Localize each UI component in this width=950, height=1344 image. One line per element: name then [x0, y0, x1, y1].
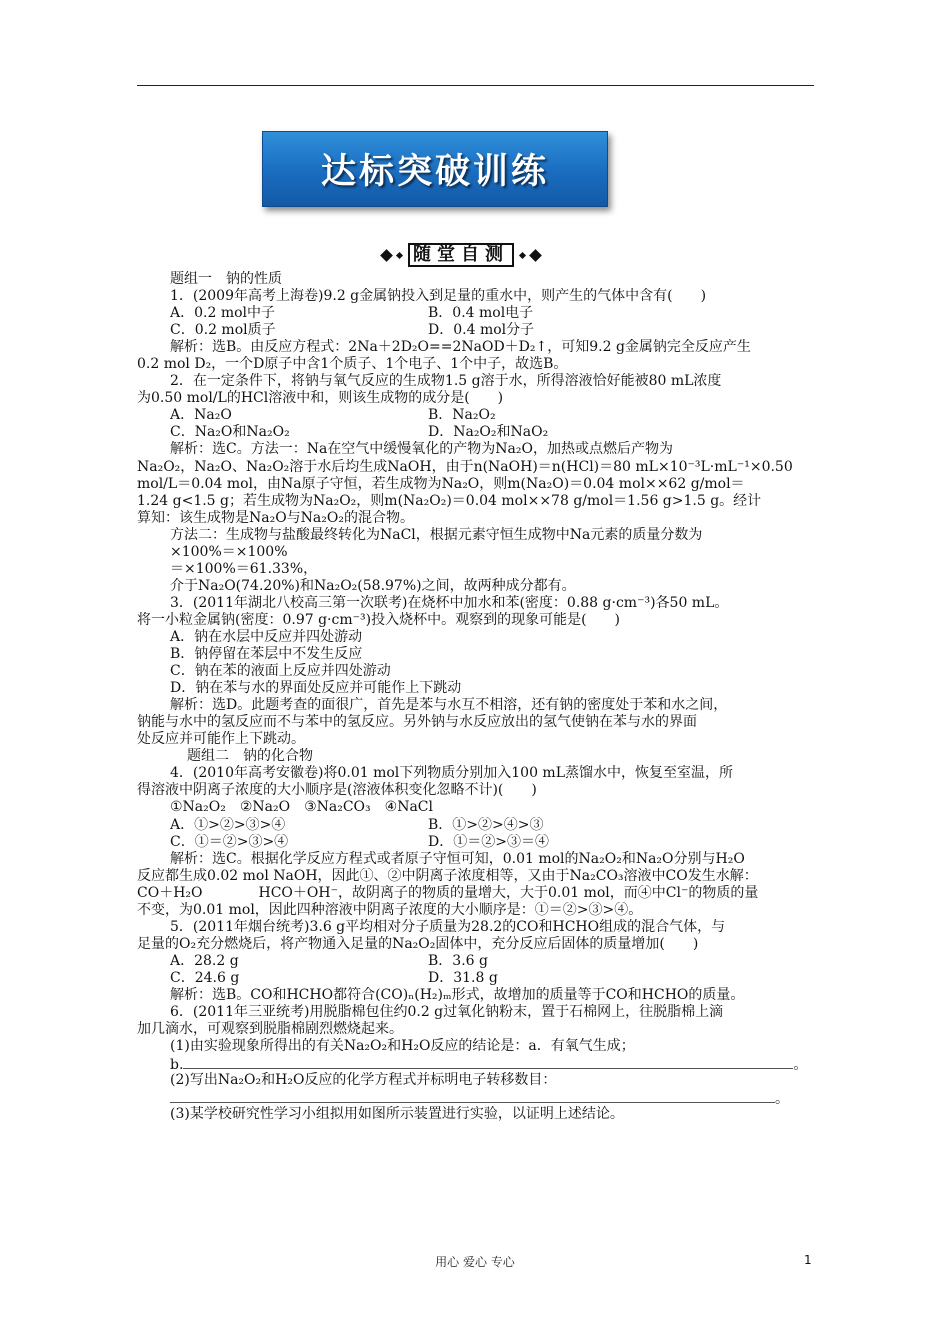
text-line: B．钠停留在苯层中不发生反应 — [170, 646, 363, 663]
text-line: 钠能与水中的氢反应而不与苯中的氢反应。另外钠与水反应放出的氢气使钠在苯与水的界面 — [137, 714, 697, 731]
text-line: 5．(2011年烟台统考)3.6 g平均相对分子质量为28.2的CO和HCHO组成的混合气体，与 — [170, 918, 726, 935]
text-line: (1)由实验现象所得出的有关Na₂O₂和H₂O反应的结论是：a．有氧气生成； — [170, 1038, 635, 1055]
blank-label: b. — [170, 1057, 184, 1073]
section-banner — [262, 131, 608, 207]
option-left: C．0.2 mol质子 — [170, 322, 276, 339]
option-right: B．3.6 g — [428, 952, 488, 969]
text-line: 解析：选C。方法一：Na在空气中缓慢氧化的产物为Na₂O，加热或点燃后产物为 — [170, 441, 673, 458]
banner-title: 达标突破训练 — [320, 152, 549, 192]
option-left: C．24.6 g — [170, 969, 240, 986]
text-line: (3)某学校研究性学习小组拟用如图所示装置进行实验，以证明上述结论。 — [170, 1106, 624, 1123]
exercise-body — [137, 271, 815, 1123]
text-line: 介于Na₂O(74.20%)和Na₂O₂(58.97%)之间，故两种成分都有。 — [170, 577, 576, 594]
option-row — [137, 970, 815, 987]
answer-blank[interactable] — [170, 1089, 775, 1103]
text-line: ×100%＝×100% — [170, 543, 288, 560]
text-line: mol/L＝0.04 mol，由Na原子守恒，若生成物为Na₂O，则m(Na₂O)＝0.04 mol××62 g/mol＝ — [137, 475, 745, 492]
text-line: 解析：选D。此题考查的面很广，首先是苯与水互不相溶，还有钠的密度处于苯和水之间， — [170, 697, 728, 714]
subtitle: 随堂自测 — [408, 243, 514, 267]
text-line: 4．(2010年高考安徽卷)将0.01 mol下列物质分别加入100 mL蒸馏水中，恢复至室温，所 — [170, 765, 734, 782]
text-line: 1.24 g<1.5 g；若生成物为Na₂O₂，则m(Na₂O₂)＝0.04 mol××78 g/mol＝1.56 g>1.5 g。经计 — [137, 492, 762, 509]
text-line: 解析：选B。CO和HCHO都符合(CO)ₙ(H₂)ₘ形式，故增加的质量等于CO和HCHO的质量。 — [170, 986, 745, 1003]
answer-blank[interactable] — [183, 1055, 793, 1069]
blank-end: 。 — [775, 1091, 789, 1107]
text-line: 题组一 钠的性质 — [170, 271, 282, 287]
text-line: 0.2 mol D₂，一个D原子中含1个质子、1个电子、1个中子，故选B。 — [137, 356, 568, 373]
text-line: CO＋H₂O HCO＋OH⁻，故阴离子的物质的量增大，大于0.01 mol，而④中Cl⁻的物质的量 — [137, 884, 759, 901]
option-left: A．28.2 g — [170, 952, 239, 969]
text-line: 得溶液中阴离子浓度的大小顺序是(溶液体积变化忽略不计)( ) — [137, 782, 537, 799]
text-line: 3．(2011年湖北八校高三第一次联考)在烧杯中加水和苯(密度：0.88 g·cm⁻³)各50 mL。 — [170, 594, 729, 611]
text-line: 1．(2009年高考上海卷)9.2 g金属钠投入到足量的重水中，则产生的气体中含有( ) — [170, 288, 707, 305]
text-line: 解析：选C。根据化学反应方程式或者原子守恒可知，0.01 mol的Na₂O₂和Na₂O分别与H₂O — [170, 850, 745, 867]
text-line: 解析：选B。由反应方程式：2Na＋2D₂O==2NaOD＋D₂↑，可知9.2 g金属钠完全反应产生 — [170, 339, 751, 356]
page-number: 1 — [804, 1253, 812, 1267]
small-diamond-icon — [396, 251, 403, 258]
text-line: 6．(2011年三亚统考)用脱脂棉包住约0.2 g过氧化钠粉末，置于石棉网上，往脱脂棉上滴 — [170, 1004, 724, 1021]
answer-blank-line — [137, 1089, 815, 1106]
text-line: 题组二 钠的化合物 — [187, 748, 313, 765]
text-line: 加几滴水，可观察到脱脂棉剧烈燃烧起来。 — [137, 1021, 403, 1038]
text-line: 反应都生成0.02 mol NaOH，因此①、②中阴离子浓度相等，又由于Na₂CO₃溶液中CO发生水解： — [137, 867, 758, 884]
option-right: D．①＝②>③＝④ — [428, 833, 549, 850]
option-right: D．0.4 mol分子 — [428, 322, 535, 339]
option-row — [137, 424, 815, 441]
option-right: B．Na₂O₂ — [428, 407, 496, 424]
text-line: 2．在一定条件下，将钠与氧气反应的生成物1.5 g溶于水，所得溶液恰好能被80 mL浓度 — [170, 373, 722, 390]
text-line: 处反应并可能作上下跳动。 — [137, 731, 305, 748]
text-line: 方法二：生成物与盐酸最终转化为NaCl，根据元素守恒生成物中Na元素的质量分数为 — [170, 526, 703, 543]
text-line: A．钠在水层中反应并四处游动 — [170, 628, 363, 645]
text-line: (2)写出Na₂O₂和H₂O反应的化学方程式并标明电子转移数目： — [170, 1072, 557, 1089]
option-row — [137, 305, 815, 322]
option-left: A．①>②>③>④ — [170, 816, 286, 833]
text-line: ①Na₂O₂ ②Na₂O ③Na₂CO₃ ④NaCl — [170, 799, 433, 816]
text-line: ＝×100%＝61.33%， — [170, 560, 318, 577]
text-line: 将一小粒金属钠(密度：0.97 g·cm⁻³)投入烧杯中。观察到的现象可能是( ) — [137, 611, 620, 628]
option-right: D．Na₂O₂和NaO₂ — [428, 424, 549, 441]
option-row — [137, 322, 815, 339]
text-line: C．钠在苯的液面上反应并四处游动 — [170, 663, 391, 680]
text-line: 算知：该生成物是Na₂O与Na₂O₂的混合物。 — [137, 509, 414, 526]
option-right: B．0.4 mol电子 — [428, 305, 534, 322]
answer-blank-line — [137, 1055, 815, 1072]
text-line: 为0.50 mol/L的HCl溶液中和，则该生成物的成分是( ) — [137, 390, 504, 407]
option-row — [137, 817, 815, 834]
diamond-icon — [529, 249, 542, 262]
option-right: D．31.8 g — [428, 969, 498, 986]
option-left: A．0.2 mol中子 — [170, 305, 276, 322]
text-line: 不变，为0.01 mol，因此四种溶液中阴离子浓度的大小顺序是：①＝②>③>④。 — [137, 901, 643, 918]
footer-slogan: 用心 爱心 专心 — [435, 1255, 515, 1269]
text-line: 足量的O₂充分燃烧后，将产物通入足量的Na₂O₂固体中，充分反应后固体的质量增加( ) — [137, 935, 699, 952]
text-line: Na₂O₂，Na₂O、Na₂O₂溶于水后均生成NaOH，由于n(NaOH)＝n(HCl)＝80 mL×10⁻³L·mL⁻¹×0.50 — [137, 458, 793, 475]
option-left: C．Na₂O和Na₂O₂ — [170, 424, 290, 441]
option-row — [137, 407, 815, 424]
subtitle-bar — [382, 243, 540, 267]
text-line: D．钠在苯与水的界面处反应并可能作上下跳动 — [170, 680, 462, 697]
diamond-icon — [380, 249, 393, 262]
option-left: C．①＝②>③>④ — [170, 833, 289, 850]
header-rule — [137, 85, 814, 86]
option-left: A．Na₂O — [170, 407, 232, 424]
small-diamond-icon — [519, 251, 526, 258]
option-right: B．①>②>④>③ — [428, 816, 544, 833]
blank-end: 。 — [793, 1057, 808, 1073]
option-row — [137, 953, 815, 970]
option-row — [137, 834, 815, 851]
